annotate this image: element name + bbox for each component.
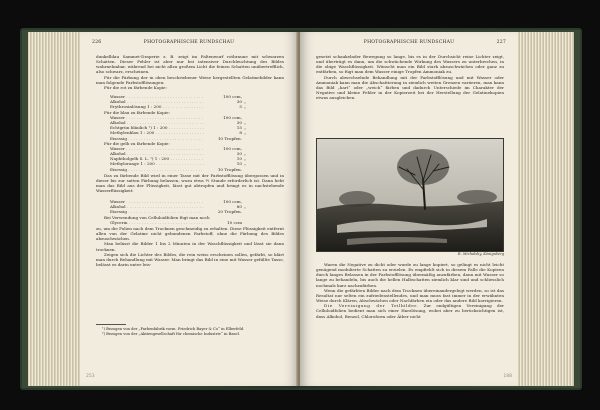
section2-label: Für die blau zu färbende Kopie: [104,110,170,115]
recipe-blue [110,115,258,141]
ingredient-label: Wasser . . . [110,94,204,99]
left-after-text [96,226,284,267]
ingredient-label: Wasser . . . [110,146,204,151]
ingredient-quantity: 30 [236,120,242,126]
ingredient-unit [242,136,258,141]
recipe-wash [110,199,258,214]
page-edges-right [516,32,574,386]
ingredient-label: Erythrosinlösung 1 : 200 . . . [110,104,204,109]
ingredient-unit: „ [244,161,247,167]
left-middle-paragraph: Das zu färbende Bild wird in einer Tasse mit der Farbstofflösung übergossen und in dieser bis zur satten Färbung belassen, wozu etwa ½ Stunde erforderlich ist. Dann hebt man das Bild aus der Flüssigkeit, lässt gut abtropfen und bringt es in nachstehende Wasserflüssigkeit: [96,173,284,194]
footnote-2: ²) Bezogen von der „Aktiengesellschaft für chemische Industrie“ in Basel. [102,331,240,336]
recipe-row [110,104,258,109]
ingredient-quantity: 100 ccm, [223,199,242,204]
right-top-paragraph-2: Durch abwechselnde Behandlung mit der Farbstofflösung und mit Wasser oder Ammoniak kann man die Abschattierung in ziemlich weiten Grenzen variieren, man kann das Bild „hart“ oder „weich“ färben und dadurch Unterschiede im Charakter der Negative und kleine Fehler in der Kopierzeit bei der Herstellung der Gelatinekopien etwas ausgleichen. [316,74,504,101]
ingredient-label: Wasser . . . [110,115,204,120]
left-pencil-mark: 253 [86,374,95,379]
footnotes [96,327,284,336]
ingredient-unit: „ [244,204,247,210]
photo-caption: R. Michalsky, Königsberg [457,252,504,256]
ingredient-quantity: 80 [236,204,242,210]
right-bottom-paragraph: Waren die Negative zu dicht oder wurde zu lange kopiert, so gelingt es nicht leicht genügend modulierte Schatten zu erzielen. Es empfiehlt sich in diesem Falle die Kopieen durch langes Belassen in der Farbstofflösung übermäßig anzufärben, dann mit Wasser so lange zu behandeln, bis auch die hellen Halbschatten ziemlich klar sind und schliesslich nochmals kurz nachzufärben. [316,262,504,288]
left-page-header [92,40,286,48]
left-page [80,32,298,386]
right-page-number: 227 [496,40,506,45]
ingredient-quantity: 10 Tropfen. [217,166,242,172]
ingredient-label: Echtgrün bläulich ¹) 1 : 200 . . . [110,125,204,130]
ingredient-unit [242,209,258,214]
recipe-glycerin [110,220,258,225]
ingredient-quantity: 15 [236,125,242,131]
left-running-title: PHOTOGRAPHISCHE RUNDSCHAU [143,40,235,45]
right-top-paragraph: gesetzt schaukelnder Bewegung so lange, bis es in der Durchsicht reine Lichter zeigt, und überträgt es dann, um die schwächende Wirkung des Wassers zu unterbrechen, in die obige Waschflüssigkeit. Wünscht man ein Bild stark abzuschwächen oder ganz zu entfärben, so fügt man dem Wasser einige Tropfen Ammoniak zu. [316,54,504,75]
ingredient-label: Eisessig . . . [110,209,204,214]
ingredient-unit [242,220,258,225]
ingredient-quantity: 10 [236,156,242,162]
section-lead-text: Zur endgültigen Vereinigung der Celluloidfolien bedient man sich einer Harzlösung, wobei aber zu berücksichtigen ist, dass Alkohol, Benzol, Chloroform oder Äther nicht [316,303,505,319]
recipe-row [110,136,258,141]
right-bottom-paragraph-3 [316,303,504,318]
ingredient-quantity: 10 [236,161,242,167]
landscape-photo-image [317,139,503,251]
left-intro-text [96,54,284,90]
ingredient-unit: „ [244,156,247,162]
right-page-header [312,40,506,48]
section3-label: Für die gelb zu färbende Kopie: [104,141,170,146]
recipe-row [110,167,258,172]
section1-label: Für die rot zu färbende Kopie: [104,84,167,90]
recipe-yellow [110,146,258,172]
left-page-number: 226 [92,40,102,45]
celluloid-paragraph: Bei Verwendung von Celluloidfolien fügt man noch [104,215,210,220]
ingredient-label: Naphtholgelb S. L. ¹) 1 : 200 . . . [110,156,204,161]
ingredient-quantity: 100 ccm, [223,146,242,151]
ingredient-label: Eisessig . . . [110,136,204,141]
footnote-1: ¹) Bezogen von der „Farbenfabrik vorm. Friedrich Bayer & Co“ in Elberfeld. [102,327,245,331]
ingredient-unit: „ [244,125,247,131]
ingredient-label: Alkohol . . . [110,151,204,156]
right-page [300,32,518,386]
section-lead: Die Vereinigung der Teilbilder. [324,303,419,309]
ingredient-quantity: 100 ccm, [223,94,242,99]
left-intro-paragraph-2: Für die Färbung der in oben beschriebener Weise hergestellten Gelatinebilder kann man folgende Farbstofflösungen: [96,74,284,85]
left-after-paragraph-2: Man belässt die Bilder 1 bis 2 Minuten in der Waschflüssigkeit und lässt sie dann trocknen. [96,241,284,252]
right-top-text [316,54,504,100]
ingredient-quantity: 30 [236,151,242,157]
ingredient-quantity: 8 [239,130,242,136]
ingredient-quantity: 10 ccm [227,220,242,225]
ingredient-unit: „ [244,120,247,126]
ingredient-quantity: 10 Tropfen. [217,135,242,141]
right-running-title: PHOTOGRAPHISCHE RUNDSCHAU [363,40,455,45]
left-after-paragraph-3: Zeigen sich die Lichter des Bildes, die rein weiss erscheinen sollen, gefärbt, so klärt man durch Behandlung mit Wasser. Man bringt das Bild in eine mit Wasser gefüllte Tasse, belässt es darin unter leis- [96,251,284,268]
left-intro-paragraph: dunkelblau Sammet-Draperie z. B. zeigt im Faltenwurf rotbraune mit schwarzen Schatten. Dieser Fehler ist aber nur bei intensiver Durchleuchtung des Bildes wahrnehmbar, während bei nicht allzu großem Licht die feinen Schatten unübertrefflich, also schwarz, erscheinen. [96,54,284,75]
ingredient-label: Methylorange 1 : 200 . . . [110,161,204,166]
recipe-row [110,220,258,225]
right-bottom-text [316,262,504,319]
ingredient-label: Wasser . . . [110,199,204,204]
landscape-photograph [316,138,504,252]
ingredient-unit: „ [244,104,247,110]
footnote-rule [96,324,126,325]
ingredient-quantity: 5 [239,104,242,110]
right-pencil-mark: 188 [503,374,512,379]
ingredient-label: Alkohol . . . [110,120,204,125]
left-middle-text [96,173,284,194]
ingredient-quantity: 30 [236,99,242,105]
left-after-paragraph: zu, um die Folien nach dem Trocknen geschmeidig zu erhalten. Diese Flüssigkeit entfernt allen von der Gelatine nicht gebundenen Farbstoff, ohne die Färbung des Bildes abzuschwächen. [96,226,284,242]
ingredient-label: Alkohol . . . [110,204,204,209]
recipe-row [110,209,258,214]
recipe-red [110,94,258,109]
ingredient-label: Glycerin . . . [110,220,204,225]
page-edges-left [28,32,82,386]
ingredient-unit [242,167,258,172]
ingredient-label: Methylenblau 1 : 200 . . . [110,130,204,135]
ingredient-unit: „ [244,99,247,105]
ingredient-unit: „ [244,130,247,136]
ingredient-label: Alkohol . . . [110,99,204,104]
ingredient-label: Eisessig . . . [110,167,204,172]
ingredient-unit: „ [244,151,247,157]
right-bottom-paragraph-2: Wenn die gefärbten Bilder nach dem Trocknen übereinandergelegt werden, so ist das Resultat nur selten ein zufriedenstellendes, und man muss fast immer in der erwähnten Weise durch Klären, Abschwächen oder Nachfärben ein oder das andere Bild korrigieren. [316,287,504,304]
ingredient-quantity: 20 Tropfen. [217,209,242,215]
ingredient-quantity: 100 ccm, [223,115,242,120]
